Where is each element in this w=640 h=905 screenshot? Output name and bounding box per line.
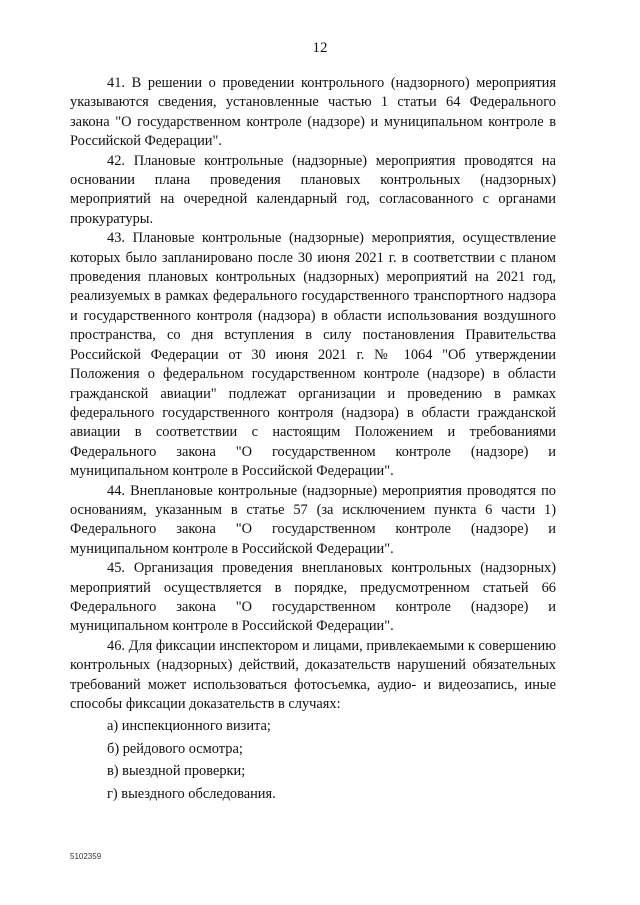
- list-item-c: в) выездной проверки;: [107, 763, 246, 780]
- document-code: 5102359: [70, 852, 102, 861]
- paragraph-43: 43. Плановые контрольные (надзорные) мероприятия, осуществление которых было запланировано после 30 июня 2021 г. в соответствии с планом проведения плановых контрольных (надзорных) мероприятий на 2021 год, реализуемых в рамках федерального государственного транспортного надзора и государственного контроля (надзора) в области использования воздушного пространства, со дня вступления в силу постановления Правительства Российской Федерации от 30 июня 2021 г. № 1064 "Об утверждении Положения о федеральном государственном контроле (надзоре) в области гражданской авиации" подлежат организации и проведению в рамках федерального государственного контроля (надзора) в области гражданской авиации в соответствии с настоящим Положением и требованиями Федерального закона "О государственном контроле (надзоре) и муниципальном контроле в Российской Федерации".: [70, 230, 556, 480]
- paragraph-42: 42. Плановые контрольные (надзорные) мероприятия проводятся на основании плана проведения плановых контрольных (надзорных) мероприятий на очередной календарный год, согласованного с органами прокуратуры.: [70, 152, 556, 227]
- paragraph-41: 41. В решении о проведении контрольного (надзорного) мероприятия указываются сведения, установленные частью 1 статьи 64 Федерального закона "О государственном контроле (надзоре) и муниципальном контроле в Российской Федерации".: [70, 75, 556, 150]
- paragraph-44: 44. Внеплановые контрольные (надзорные) мероприятия проводятся по основаниям, указанным в статье 57 (за исключением пункта 6 части 1) Федерального закона "О государственном контроле (надзоре) и муниципальном контроле в Российской Федерации".: [70, 482, 556, 557]
- list-item-d: г) выездного обследования.: [107, 785, 276, 802]
- document-body: [70, 74, 556, 807]
- paragraph-46: 46. Для фиксации инспектором и лицами, привлекаемыми к совершению контрольных (надзорных) действий, доказательств нарушений обязательных требований может использоваться фотосъемка, аудио- и видеозапись, иные способы фиксации доказательств в случаях:: [70, 637, 556, 712]
- list-item-a: а) инспекционного визита;: [107, 718, 271, 735]
- page-number: 12: [312, 40, 328, 56]
- list-item-b: б) рейдового осмотра;: [107, 740, 243, 757]
- paragraph-45: 45. Организация проведения внеплановых контрольных (надзорных) мероприятий осуществляется в порядке, предусмотренном статьей 66 Федерального закона "О государственном контроле (надзоре) и муниципальном контроле в Российской Федерации".: [70, 560, 556, 635]
